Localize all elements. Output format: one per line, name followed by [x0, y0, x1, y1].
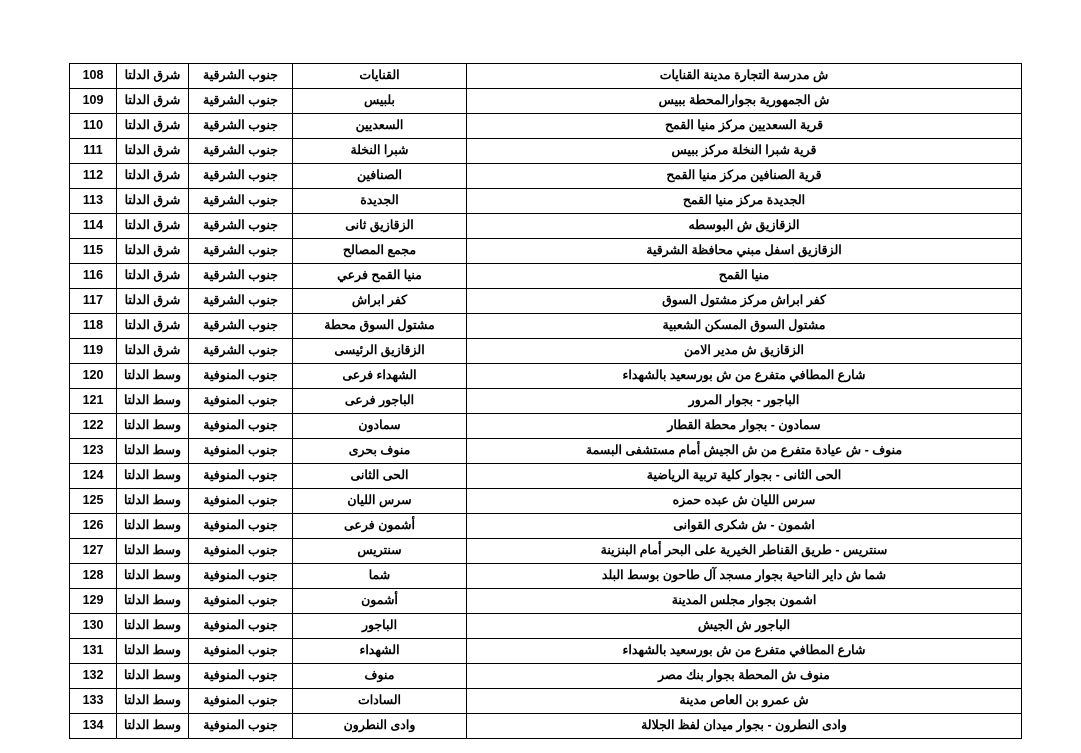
table-row — [70, 439, 1022, 464]
cell-number: 116 — [70, 264, 117, 289]
cell-subregion: جنوب الشرقية — [189, 339, 293, 364]
table-row — [70, 339, 1022, 364]
cell-number: 110 — [70, 114, 117, 139]
cell-address: ش مدرسة التجارة مدينة القنايات — [467, 64, 1022, 89]
cell-address: مشتول السوق المسكن الشعبية — [467, 314, 1022, 339]
cell-region: وسط الدلتا — [117, 664, 189, 689]
cell-subregion: جنوب الشرقية — [189, 289, 293, 314]
table-row — [70, 389, 1022, 414]
cell-address: قرية السعديين مركز منيا القمح — [467, 114, 1022, 139]
cell-region: وسط الدلتا — [117, 464, 189, 489]
cell-number: 122 — [70, 414, 117, 439]
cell-address: شارع المطافي متفرع من ش بورسعيد بالشهداء — [467, 639, 1022, 664]
table-row — [70, 414, 1022, 439]
cell-region: شرق الدلتا — [117, 64, 189, 89]
cell-address: قرية الصنافين مركز منيا القمح — [467, 164, 1022, 189]
cell-region: شرق الدلتا — [117, 239, 189, 264]
cell-number: 130 — [70, 614, 117, 639]
table-row — [70, 89, 1022, 114]
cell-region: وسط الدلتا — [117, 414, 189, 439]
cell-number: 127 — [70, 539, 117, 564]
cell-subregion: جنوب المنوفية — [189, 414, 293, 439]
cell-number: 112 — [70, 164, 117, 189]
cell-address: قرية شبرا النخلة مركز ببيس — [467, 139, 1022, 164]
cell-address: شارع المطافي متفرع من ش بورسعيد بالشهداء — [467, 364, 1022, 389]
cell-subregion: جنوب الشرقية — [189, 264, 293, 289]
cell-number: 133 — [70, 689, 117, 714]
cell-number: 134 — [70, 714, 117, 739]
cell-address: منيا القمح — [467, 264, 1022, 289]
table-body — [70, 64, 1022, 739]
table-row — [70, 314, 1022, 339]
cell-number: 111 — [70, 139, 117, 164]
cell-branch-name: سرس الليان — [293, 489, 467, 514]
cell-number: 119 — [70, 339, 117, 364]
cell-branch-name: الباجور — [293, 614, 467, 639]
cell-branch-name: القنايات — [293, 64, 467, 89]
table-row — [70, 714, 1022, 739]
table-row — [70, 689, 1022, 714]
cell-subregion: جنوب المنوفية — [189, 539, 293, 564]
cell-address: منوف ش المحطة بجوار بنك مصر — [467, 664, 1022, 689]
cell-region: شرق الدلتا — [117, 264, 189, 289]
table-row — [70, 589, 1022, 614]
cell-number: 113 — [70, 189, 117, 214]
cell-branch-name: أشمون — [293, 589, 467, 614]
cell-subregion: جنوب الشرقية — [189, 164, 293, 189]
table-row — [70, 614, 1022, 639]
cell-subregion: جنوب المنوفية — [189, 564, 293, 589]
cell-subregion: جنوب الشرقية — [189, 239, 293, 264]
cell-address: الزقازيق اسفل مبني محافظة الشرقية — [467, 239, 1022, 264]
cell-branch-name: سمادون — [293, 414, 467, 439]
cell-branch-name: مشتول السوق محطة — [293, 314, 467, 339]
cell-number: 124 — [70, 464, 117, 489]
cell-branch-name: السادات — [293, 689, 467, 714]
cell-branch-name: منيا القمح فرعي — [293, 264, 467, 289]
cell-address: سنتريس - طريق القناطر الخيرية على البحر أمام البنزينة — [467, 539, 1022, 564]
cell-branch-name: الشهداء فرعى — [293, 364, 467, 389]
cell-address: اشمون - ش شكرى القوانى — [467, 514, 1022, 539]
cell-branch-name: مجمع المصالح — [293, 239, 467, 264]
cell-subregion: جنوب الشرقية — [189, 189, 293, 214]
cell-branch-name: شما — [293, 564, 467, 589]
cell-address: منوف - ش عيادة متفرع من ش الجيش أمام مستشفى البسمة — [467, 439, 1022, 464]
cell-number: 109 — [70, 89, 117, 114]
cell-region: شرق الدلتا — [117, 189, 189, 214]
table-row — [70, 364, 1022, 389]
table-row — [70, 139, 1022, 164]
cell-branch-name: بلبيس — [293, 89, 467, 114]
cell-region: وسط الدلتا — [117, 689, 189, 714]
cell-region: وسط الدلتا — [117, 489, 189, 514]
table-row — [70, 164, 1022, 189]
cell-region: وسط الدلتا — [117, 639, 189, 664]
cell-address: اشمون بجوار مجلس المدينة — [467, 589, 1022, 614]
table-row — [70, 214, 1022, 239]
cell-number: 131 — [70, 639, 117, 664]
cell-subregion: جنوب الشرقية — [189, 139, 293, 164]
cell-address: الزقازيق ش مدير الامن — [467, 339, 1022, 364]
cell-region: وسط الدلتا — [117, 714, 189, 739]
cell-region: شرق الدلتا — [117, 89, 189, 114]
table-row — [70, 539, 1022, 564]
cell-address: ش عمرو بن العاص مدينة — [467, 689, 1022, 714]
table-row — [70, 289, 1022, 314]
cell-region: شرق الدلتا — [117, 314, 189, 339]
cell-subregion: جنوب الشرقية — [189, 114, 293, 139]
cell-address: الباجور - بجوار المرور — [467, 389, 1022, 414]
cell-branch-name: وادى النطرون — [293, 714, 467, 739]
cell-region: شرق الدلتا — [117, 164, 189, 189]
cell-subregion: جنوب المنوفية — [189, 714, 293, 739]
cell-region: شرق الدلتا — [117, 214, 189, 239]
cell-branch-name: الزقازيق الرئيسى — [293, 339, 467, 364]
cell-subregion: جنوب المنوفية — [189, 664, 293, 689]
cell-number: 126 — [70, 514, 117, 539]
cell-region: شرق الدلتا — [117, 114, 189, 139]
cell-address: سمادون - بجوار محطة القطار — [467, 414, 1022, 439]
cell-branch-name: الشهداء — [293, 639, 467, 664]
table-row — [70, 489, 1022, 514]
cell-branch-name: السعديين — [293, 114, 467, 139]
cell-number: 117 — [70, 289, 117, 314]
cell-address: الزقازيق ش البوسطه — [467, 214, 1022, 239]
cell-branch-name: شبرا النخلة — [293, 139, 467, 164]
branches-table — [69, 63, 1022, 739]
cell-subregion: جنوب المنوفية — [189, 464, 293, 489]
cell-subregion: جنوب الشرقية — [189, 64, 293, 89]
cell-subregion: جنوب الشرقية — [189, 314, 293, 339]
cell-number: 121 — [70, 389, 117, 414]
cell-address: شما ش داير الناحية بجوار مسجد آل طاحون بوسط البلد — [467, 564, 1022, 589]
cell-subregion: جنوب المنوفية — [189, 614, 293, 639]
cell-number: 128 — [70, 564, 117, 589]
cell-address: كفر ابراش مركز مشتول السوق — [467, 289, 1022, 314]
cell-branch-name: الباجور فرعى — [293, 389, 467, 414]
cell-address: سرس الليان ش عبده حمزه — [467, 489, 1022, 514]
cell-region: وسط الدلتا — [117, 564, 189, 589]
cell-subregion: جنوب الشرقية — [189, 214, 293, 239]
table-row — [70, 239, 1022, 264]
cell-number: 125 — [70, 489, 117, 514]
table-row — [70, 514, 1022, 539]
cell-address: الحى الثانى - بجوار كلية تربية الرياضية — [467, 464, 1022, 489]
cell-subregion: جنوب المنوفية — [189, 489, 293, 514]
table-row — [70, 639, 1022, 664]
cell-region: شرق الدلتا — [117, 139, 189, 164]
cell-region: وسط الدلتا — [117, 539, 189, 564]
cell-branch-name: منوف بحرى — [293, 439, 467, 464]
cell-region: وسط الدلتا — [117, 589, 189, 614]
table-row — [70, 189, 1022, 214]
cell-subregion: جنوب المنوفية — [189, 514, 293, 539]
cell-region: وسط الدلتا — [117, 389, 189, 414]
cell-region: وسط الدلتا — [117, 439, 189, 464]
cell-branch-name: الصنافين — [293, 164, 467, 189]
cell-number: 123 — [70, 439, 117, 464]
cell-region: وسط الدلتا — [117, 614, 189, 639]
cell-subregion: جنوب الشرقية — [189, 89, 293, 114]
cell-subregion: جنوب المنوفية — [189, 589, 293, 614]
cell-region: وسط الدلتا — [117, 514, 189, 539]
cell-branch-name: منوف — [293, 664, 467, 689]
cell-number: 115 — [70, 239, 117, 264]
table-row — [70, 664, 1022, 689]
table-row — [70, 464, 1022, 489]
cell-address: وادى النطرون - بجوار ميدان لفظ الجلالة — [467, 714, 1022, 739]
cell-number: 118 — [70, 314, 117, 339]
cell-subregion: جنوب المنوفية — [189, 389, 293, 414]
cell-subregion: جنوب المنوفية — [189, 364, 293, 389]
cell-branch-name: الحى الثانى — [293, 464, 467, 489]
cell-region: شرق الدلتا — [117, 339, 189, 364]
table-row — [70, 64, 1022, 89]
cell-number: 120 — [70, 364, 117, 389]
cell-number: 132 — [70, 664, 117, 689]
cell-region: وسط الدلتا — [117, 364, 189, 389]
table-row — [70, 114, 1022, 139]
cell-region: شرق الدلتا — [117, 289, 189, 314]
table-row — [70, 264, 1022, 289]
cell-subregion: جنوب المنوفية — [189, 639, 293, 664]
cell-branch-name: الجديدة — [293, 189, 467, 214]
cell-number: 108 — [70, 64, 117, 89]
cell-number: 129 — [70, 589, 117, 614]
cell-branch-name: أشمون فرعى — [293, 514, 467, 539]
cell-subregion: جنوب المنوفية — [189, 439, 293, 464]
cell-branch-name: كفر ابراش — [293, 289, 467, 314]
cell-branch-name: الزقازيق ثانى — [293, 214, 467, 239]
branches-table-container — [70, 63, 1022, 739]
cell-branch-name: سنتريس — [293, 539, 467, 564]
cell-address: ش الجمهورية بجوارالمحطة ببيس — [467, 89, 1022, 114]
cell-subregion: جنوب المنوفية — [189, 689, 293, 714]
cell-address: الباجور ش الجيش — [467, 614, 1022, 639]
cell-address: الجديدة مركز منيا القمح — [467, 189, 1022, 214]
table-row — [70, 564, 1022, 589]
cell-number: 114 — [70, 214, 117, 239]
